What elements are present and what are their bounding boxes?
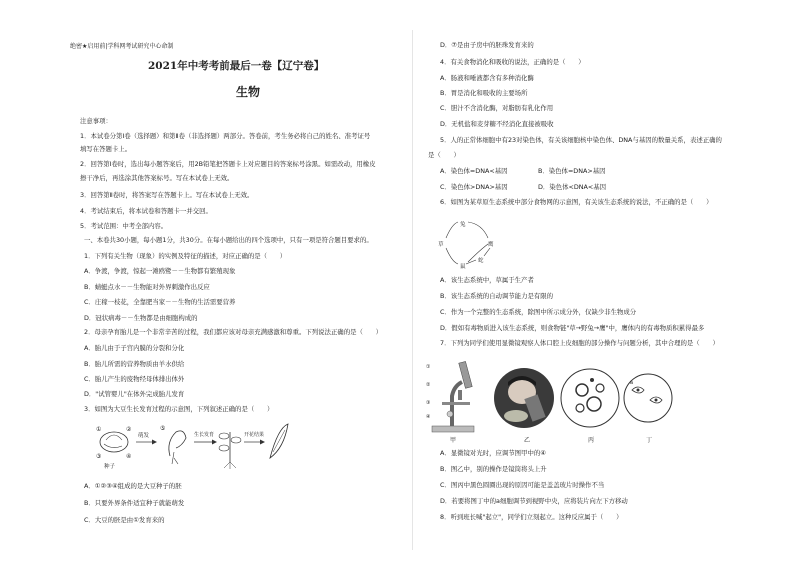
- notes-line: 1．本试卷分第Ⅰ卷（选择题）和第Ⅱ卷（非选择题）两部分。答卷前，考生务必将自己的姓名、准考证号: [80, 132, 371, 140]
- svg-text:③: ③: [426, 400, 431, 406]
- question-option: B．该生态系统的自动调节能力是有限的: [440, 292, 554, 300]
- question-option: B．胎儿所需的营养物质由羊水供给: [84, 360, 185, 368]
- question-stem: 1．下列有关生物（现象）的实例及特征的描述，对应正确的是（ ）: [84, 252, 287, 260]
- food-web-mouse: 鼠: [460, 264, 466, 270]
- cells-view-target: [624, 374, 672, 422]
- question-option: A．争渡，争渡，惊起一滩鸥鹭－－生物都有繁殖现象: [84, 267, 236, 275]
- svg-text:②: ②: [426, 382, 431, 388]
- question-stem: 2．母亲孕育胎儿是一个非常辛苦的过程，我们都应该对母亲充满感激和尊重。下列说法正确的是（ ）: [84, 328, 383, 336]
- fig-label-1: ①: [96, 426, 102, 433]
- microscope-drawing: [426, 361, 474, 432]
- column-divider: [412, 30, 413, 550]
- svg-text:a: a: [630, 380, 634, 386]
- question-stem: 8．听到班长喊"起立"，同学们立刻起立。这种反应属于（ ）: [440, 513, 623, 521]
- question-option: C．图丙中黑色圆圈出现的原因可能是盖盖玻片时操作不当: [440, 481, 605, 489]
- plant-drawing: [219, 432, 241, 469]
- food-web-snake: 蛇: [478, 258, 484, 264]
- arrow-icon: [244, 440, 265, 445]
- question-option: D．⑦是由子房中的胚珠发育来的: [440, 41, 534, 49]
- question-stem: 7．下列为同学们使用显微镜观察人体口腔上皮细胞的部分操作与问题分析，其中合理的是（ ）: [440, 339, 719, 347]
- fig-label-grow: 生长发育: [194, 432, 215, 438]
- exam-title: 2021年中考考前最后一卷【辽宁卷】: [148, 60, 325, 72]
- question-option: B．染色体=DNA>基因: [538, 167, 606, 175]
- question-option: B．蜻蜓点水－－生物能对外界刺激作出反应: [84, 283, 210, 291]
- student-photo: [494, 368, 554, 428]
- food-web-figure: [436, 214, 500, 272]
- question-option: A．染色体=DNA<基因: [440, 167, 508, 175]
- confidential-line: 绝密★启用前|学科网考试研究中心命制: [70, 43, 174, 50]
- fig-label-ding: 丁: [646, 437, 653, 444]
- notes-line: 擦干净后，再选涂其他答案标号。写在本试卷上无效。: [80, 174, 234, 182]
- question-option: D．若要将图丁中的a细胞调节到视野中央，应将装片向左下方移动: [440, 497, 628, 505]
- question-option: D．假如有毒物质进入该生态系统，则食物链"草→野兔→鹰"中，鹰体内的有毒物质积累得最多: [440, 324, 705, 332]
- sprout-drawing: [169, 431, 186, 464]
- question-option: A．显微镜对光时，应调节图甲中的④: [440, 449, 546, 457]
- notes-line: 3．回答第Ⅱ卷时，将答案写在答题卡上。写在本试卷上无效。: [80, 191, 254, 199]
- food-web-grass: 草: [438, 242, 444, 248]
- soybean-growth-figure: [96, 418, 292, 470]
- question-option: A．胎儿由于子宫内膜的分裂和分化: [84, 344, 185, 352]
- fig-label-2: ②: [126, 426, 132, 433]
- question-option: A．①②③④组成的是大豆种子的胚: [84, 482, 182, 490]
- microscope-figure: [424, 352, 674, 444]
- fig-label-germinate: 萌发: [138, 433, 150, 439]
- question-stem: 3．如图为大豆生长发育过程的示意图，下列叙述正确的是（ ）: [84, 405, 274, 413]
- question-option: A．肠液和唾液都含有多种消化酶: [440, 74, 534, 82]
- arrow-icon: [194, 440, 217, 445]
- svg-text:①: ①: [426, 364, 431, 370]
- fig-label-3: ③: [96, 453, 102, 460]
- question-option: D．冠状病毒－－生物都是由细胞构成的: [84, 314, 198, 322]
- question-option: A．该生态系统中，草属于生产者: [440, 276, 534, 284]
- question-option: C．胆汁不含消化酶，对脂肪有乳化作用: [440, 104, 554, 112]
- fig-label-yi: 乙: [524, 437, 531, 444]
- section-heading: 一、本卷共30小题，每小题1分，共30分。在每小题给出的四个选项中，只有一项是符合题目要求的。: [84, 236, 373, 244]
- pod-drawing: [270, 424, 288, 458]
- question-option: D．无机盐和麦芽糖不经消化直接被吸收: [440, 120, 554, 128]
- fig-label-5: ⑤: [160, 425, 166, 432]
- fig-label-seed: 种子: [104, 464, 116, 470]
- notes-line: 2．回答第Ⅰ卷时，选出每小题答案后，用2B铅笔把答题卡上对应题目的答案标号涂黑。如需改动，用橡皮: [80, 160, 376, 168]
- question-option: D．染色体<DNA<基因: [538, 183, 607, 191]
- question-option: B．胃是消化和吸收的主要场所: [440, 89, 528, 97]
- question-option: D．"试管婴儿"在体外完成胎儿发育: [84, 390, 185, 398]
- subject-title: 生物: [236, 85, 261, 99]
- arrow-icon: [136, 440, 157, 445]
- notes-line: 4．考试结束后，将本试卷和答题卡一并交回。: [80, 207, 212, 215]
- svg-text:④: ④: [426, 414, 431, 420]
- question-option: C．染色体>DNA>基因: [440, 183, 508, 191]
- fig-label-jia: 甲: [450, 437, 457, 444]
- question-option: C．庄稼一枝花，全靠肥当家－－生物的生活需要营养: [84, 298, 236, 306]
- question-option: B．图乙中，别的操作是镜筒将头上升: [440, 465, 547, 473]
- notes-heading: 注意事项：: [80, 117, 112, 125]
- food-web-eagle: 鹰: [488, 242, 494, 248]
- fig-label-4: ④: [126, 453, 132, 460]
- seed-drawing: [100, 432, 128, 452]
- question-option: C．大豆的胚是由①发育来的: [84, 516, 165, 524]
- fig-label-bing: 丙: [588, 437, 595, 444]
- question-option: B．只要外界条件适宜种子就能萌发: [84, 499, 185, 507]
- notes-line: 填写在答题卡上。: [80, 145, 132, 153]
- fig-label-flower: 开花结果: [244, 432, 265, 438]
- cells-view-bubbles: [561, 369, 619, 427]
- question-stem: 5．人的正常体细胞中有23对染色体，有关该细胞核中染色体、DNA与基因的数量关系，表述正确的: [440, 136, 722, 144]
- question-stem: 6．如图为某草原生态系统中部分食物网的示意图，有关该生态系统的说法，不正确的是（ ）: [440, 198, 713, 206]
- food-web-rabbit: 兔: [460, 222, 466, 228]
- question-stem: 4．有关食物消化和吸收的说法，正确的是（ ）: [440, 58, 585, 66]
- notes-line: 5．考试范围：中考全部内容。: [80, 222, 168, 230]
- question-stem-cont: 是（ ）: [428, 151, 460, 159]
- question-option: C．胎儿产生的废物经母体排出体外: [84, 375, 185, 383]
- question-option: C．作为一个完整的生态系统，除图中所示成分外，仅缺少非生物成分: [440, 308, 637, 316]
